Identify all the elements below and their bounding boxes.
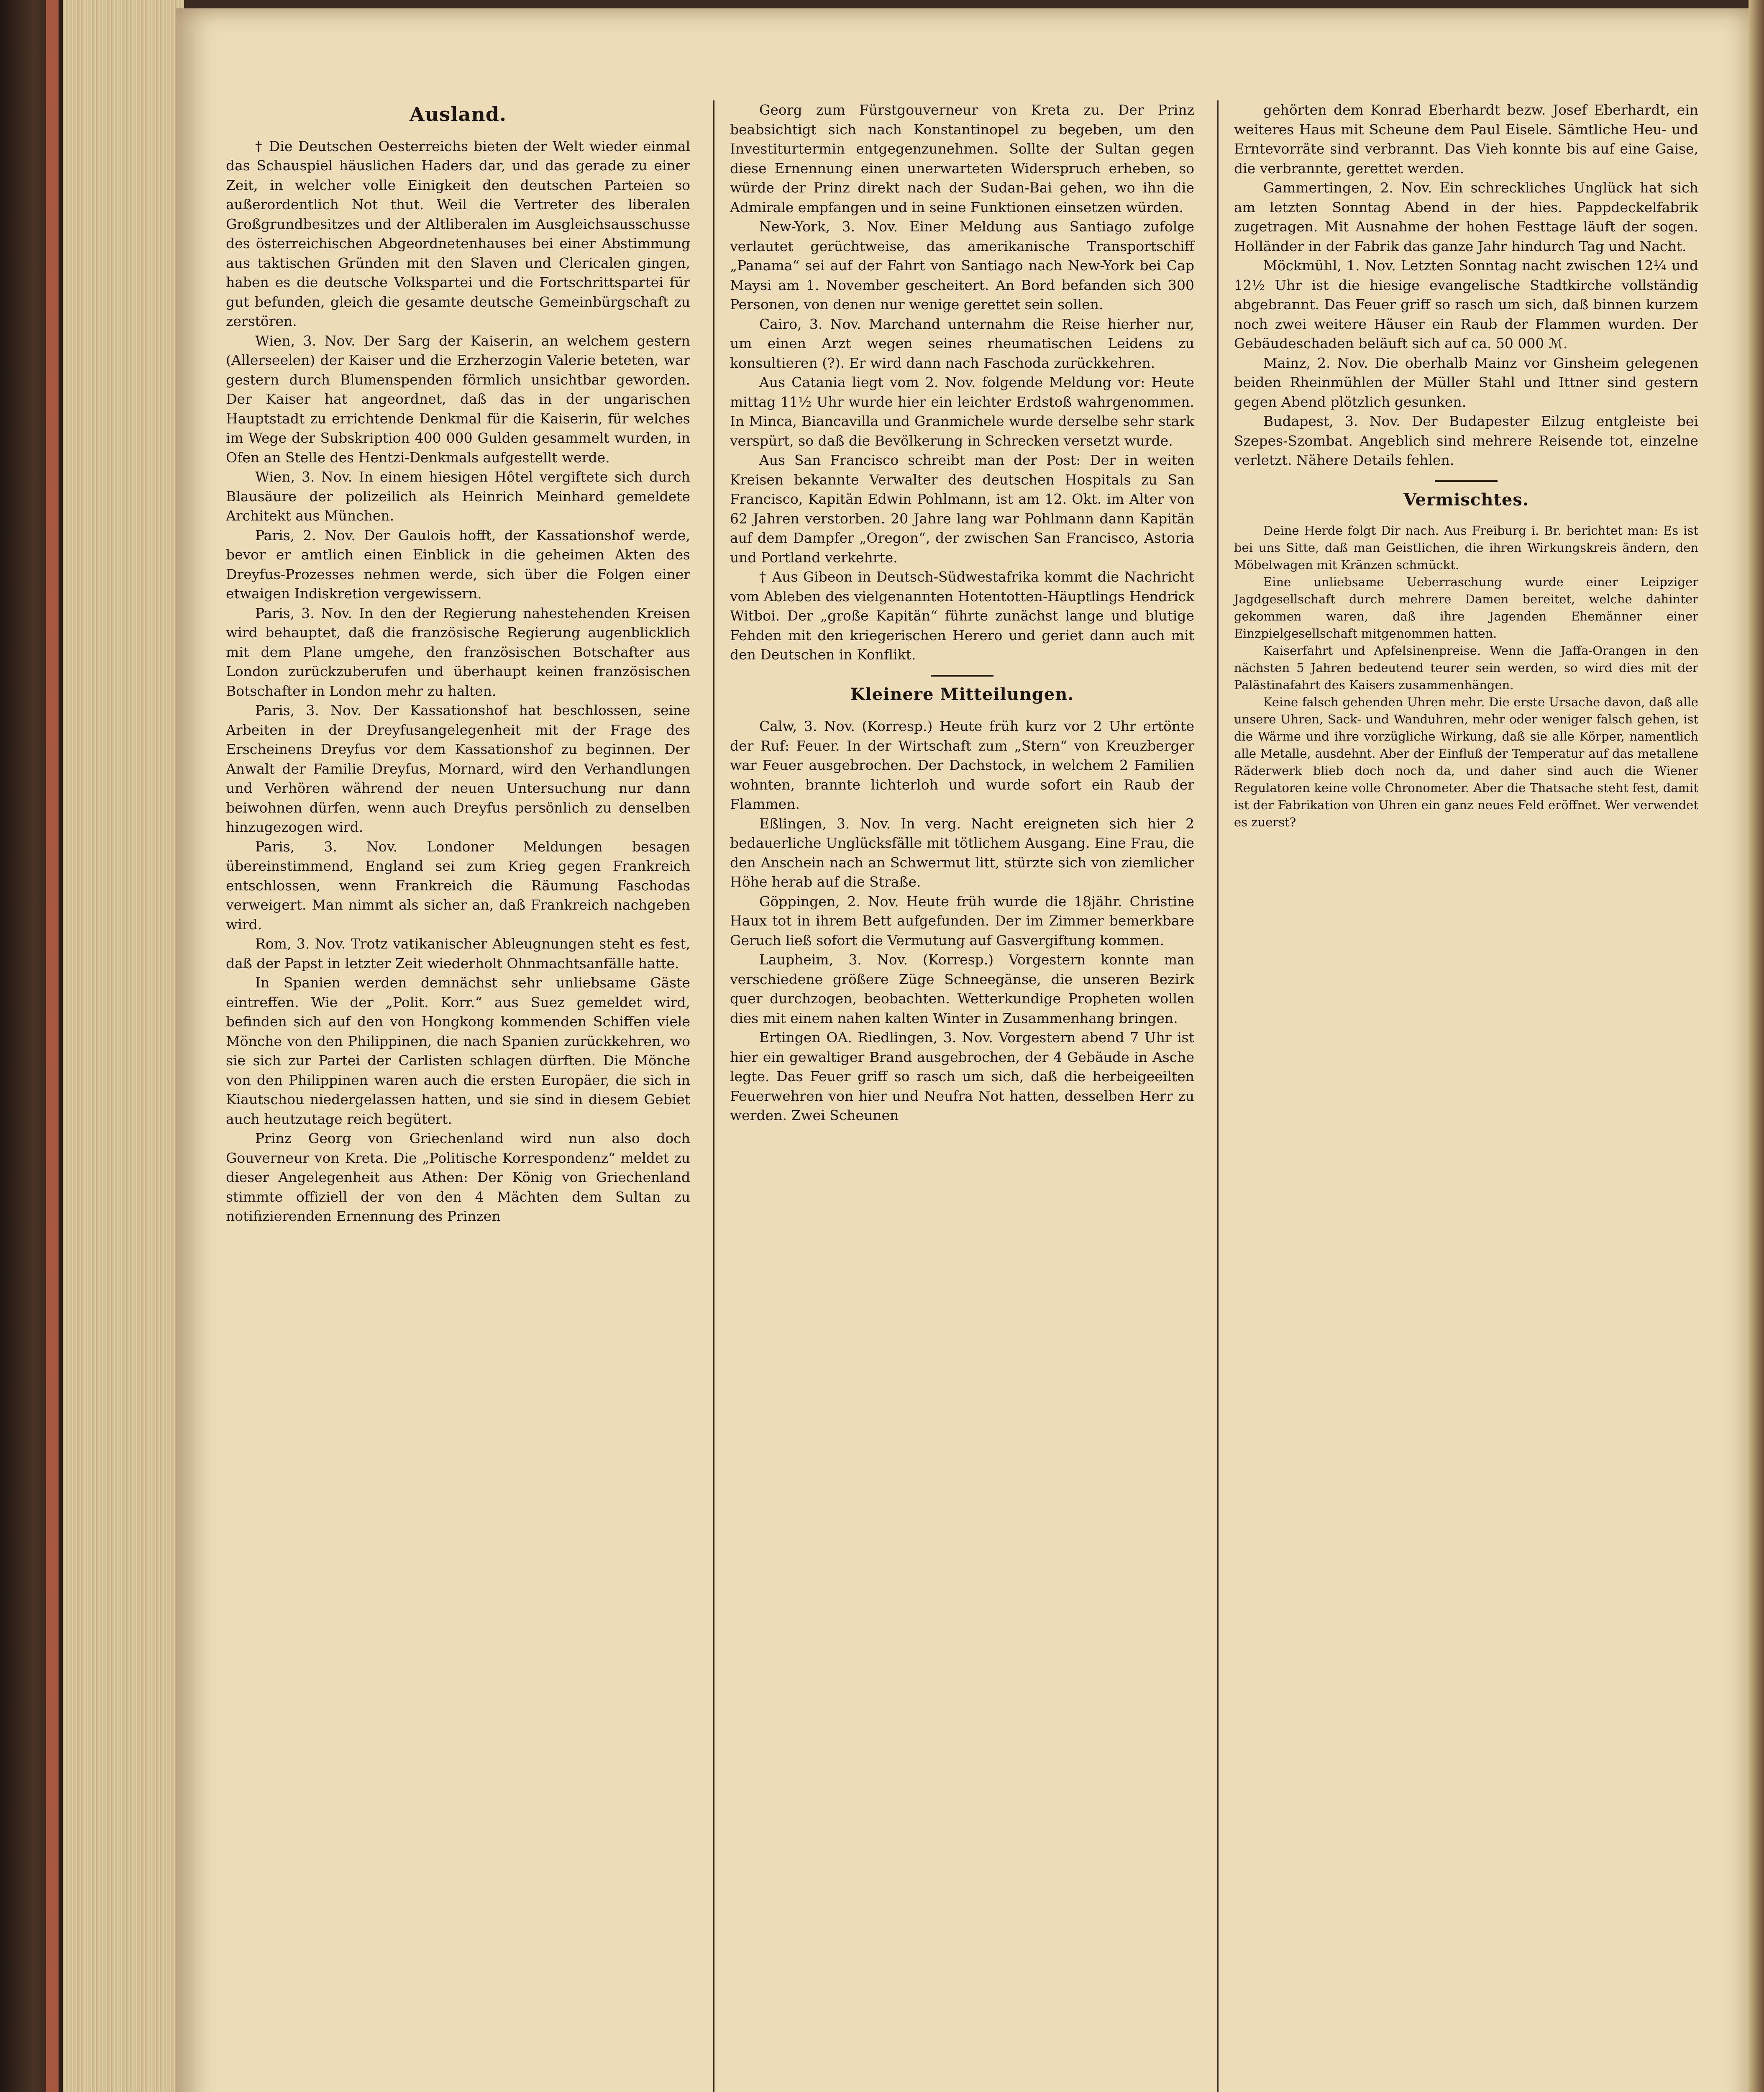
article-paragraph: Aus Catania liegt vom 2. Nov. folgende Meldung vor: Heute mittag 11½ Uhr wurde hier ein leichter Erdstoß wahrgenommen. In Minca, Biancavilla und Granmichele wurde derselbe sehr stark verspürt, so daß die Bevölkerung in Schrecken versetzt wurde.	[730, 374, 1194, 449]
article-paragraph: † Aus Gibeon in Deutsch-Südwestafrika kommt die Nachricht vom Ableben des vielgenannten Hotentotten-Häuptlings Hendrick Witboi. Der „große Kapitän“ führte zunächst lange und blutige Fehden mit den kriegerischen Herero und geriet dann auch mit den Deutschen in Konflikt.	[730, 569, 1194, 663]
article-paragraph: Keine falsch gehenden Uhren mehr. Die erste Ursache davon, daß alle unsere Uhren, Sack- und Wanduhren, mehr oder weniger falsch gehen, ist die Wärme und ihre vorzügliche Wirkung, daß sie alle Körper, namentlich alle Metalle, ausdehnt. Aber der Einfluß der Temperatur auf das metallene Räderwerk blieb doch noch da, und daher sind auch die Wiener Regulatoren keine volle Chronometer. Aber die Thatsache steht fest, damit ist der Fabrikation von Uhren ein ganz neues Feld eröffnet. Wer verwendet es zuerst?	[1234, 695, 1698, 829]
column-1-paragraphs	[226, 137, 690, 1226]
article-paragraph: † Die Deutschen Oesterreichs bieten der Welt wieder einmal das Schauspiel häuslichen Haders dar, und das gerade zu einer Zeit, in welcher volle Einigkeit den deutschen Parteien so außerordentlich Not thut. Weil die Vertreter des liberalen Großgrundbesitzes und der Altliberalen im Ausgleichsausschusse des österreichischen Abgeordnetenhauses bei einer Abstimmung aus taktischen Gründen mit den Slaven und Clericalen gingen, haben es die deutsche Volkspartei und die Fortschrittspartei für gut befunden, gleich die gesamte deutsche Gemeinbürgschaft zu zerstören.	[226, 138, 690, 329]
right-page-edge	[1749, 0, 1764, 2092]
article-paragraph: Georg zum Fürstgouverneur von Kreta zu. Der Prinz beabsichtigt sich nach Konstantinopel zu begeben, um den Investiturtermin entgegenzunehmen. Sollte der Sultan gegen diese Ernennung einen unerwarteten Widerspruch erheben, so würde der Prinz direkt nach der Sudan-Bai gehen, wo ihn die Admirale empfangen und in seine Funktionen einsetzen würden.	[730, 102, 1194, 215]
column-divider-1	[713, 100, 714, 2092]
article-paragraph: Kaiserfahrt und Apfelsinenpreise. Wenn die Jaffa-Orangen in den nächsten 5 Jahren bedeutend teurer sein werden, so wird dies mit der Palästinafahrt des Kaisers zusammenhängen.	[1234, 643, 1698, 692]
column-3-vermischtes-paragraphs	[1234, 522, 1698, 831]
column-2-paragraphs	[730, 100, 1194, 665]
article-paragraph: Gammertingen, 2. Nov. Ein schreckliches Unglück hat sich am letzten Sonntag Abend in der hies. Pappdeckelfabrik zugetragen. Mit Ausnahme der hohen Festtage läuft der sogen. Holländer in der Fabrik das ganze Jahr hindurch Tag und Nacht.	[1234, 179, 1698, 254]
article-paragraph: Göppingen, 2. Nov. Heute früh wurde die 18jähr. Christine Haux tot in ihrem Bett aufgefunden. Der im Zimmer bemerkbare Geruch ließ sofort die Vermutung auf Gasvergiftung kommen.	[730, 893, 1194, 949]
column-2-kleinere-paragraphs	[730, 717, 1194, 1125]
column-divider-2	[1217, 100, 1219, 2092]
article-paragraph: New-York, 3. Nov. Einer Meldung aus Santiago zufolge verlautet gerüchtweise, das amerikanische Transportschiff „Panama“ sei auf der Fahrt von Santiago nach New-York bei Cap Maysi am 1. November gescheitert. An Bord befanden sich 300 Personen, von denen nur wenige gerettet sein sollen.	[730, 218, 1194, 313]
article-paragraph: Calw, 3. Nov. (Korresp.) Heute früh kurz vor 2 Uhr ertönte der Ruf: Feuer. In der Wirtschaft zum „Stern“ von Kreuzberger war Feuer ausgebrochen. Der Dachstock, in welchem 2 Familien wohnten, brannte lichterloh und wurde sofort ein Raub der Flammen.	[730, 718, 1194, 812]
article-paragraph: Paris, 3. Nov. In den der Regierung nahestehenden Kreisen wird behauptet, daß die französische Regierung augenblicklich mit dem Plane umgehe, den französischen Botschafter aus London zurückzuberufen und überhaupt keinen französischen Botschafter in London mehr zu halten.	[226, 605, 690, 699]
article-paragraph: Ertingen OA. Riedlingen, 3. Nov. Vorgestern abend 7 Uhr ist hier ein gewaltiger Brand ausgebrochen, der 4 Gebäude in Asche legte. Das Feuer griff so rasch um sich, daß die herbeigeeilten Feuerwehren von hier und Neufra Not hatten, desselben Herr zu werden. Zwei Scheunen	[730, 1029, 1194, 1123]
column-3-paragraphs	[1234, 100, 1698, 470]
section-rule	[931, 675, 993, 677]
article-paragraph: Eine unliebsame Ueberraschung wurde einer Leipziger Jagdgesellschaft durch mehrere Damen bereitet, welche dahinter gekommen waren, daß ihre Jagenden Ehemänner einer Einzpielgesellschaft mitgenommen hatten.	[1234, 575, 1698, 641]
heading-kleinere-mitteilungen: Kleinere Mitteilungen.	[850, 684, 1074, 704]
column-1	[226, 100, 690, 1226]
heading-ausland: Ausland.	[410, 103, 507, 126]
section-rule-2	[1435, 480, 1498, 482]
article-paragraph: Paris, 3. Nov. Der Kassationshof hat beschlossen, seine Arbeiten in der Dreyfusangelegenheit mit der Frage des Erscheinens Dreyfus vor dem Kassationshof zu beginnen. Der Anwalt der Familie Dreyfus, Mornard, wird den Verhandlungen und Verhören während der neuen Untersuchung nur dann beiwohnen dürfen, wenn auch Dreyfus persönlich zu denselben hinzugezogen wird.	[226, 702, 690, 835]
article-paragraph: In Spanien werden demnächst sehr unliebsame Gäste eintreffen. Wie der „Polit. Korr.“ aus Suez gemeldet wird, befinden sich auf den von Hongkong kommenden Schiffen viele Mönche von den Philippinen, die nach Spanien zurückkehren, wo sie sich zur Partei der Carlisten schlagen dürften. Die Mönche von den Philippinen waren auch die ersten Europäer, die sich in Kiautschou niedergelassen hatten, und sie sind in diesem Gebiet auch heutzutage reich begütert.	[226, 974, 690, 1127]
article-paragraph: Paris, 2. Nov. Der Gaulois hofft, der Kassationshof werde, bevor er amtlich einen Einblick in die geheimen Akten des Dreyfus-Prozesses nehmen werde, sich über die Folgen einer etwaigen Indiskretion vergewissern.	[226, 527, 690, 602]
article-paragraph: Wien, 3. Nov. In einem hiesigen Hôtel vergiftete sich durch Blausäure der polizeilich als Heinrich Meinhard gemeldete Architekt aus München.	[226, 469, 690, 524]
article-paragraph: Eßlingen, 3. Nov. In verg. Nacht ereigneten sich hier 2 bedauerliche Unglücksfälle mit tötlichem Ausgang. Eine Frau, die den Anschein nach an Schwermut litt, stürzte sich von ziemlicher Höhe herab auf die Straße.	[730, 815, 1194, 890]
article-paragraph: Prinz Georg von Griechenland wird nun also doch Gouverneur von Kreta. Die „Politische Korrespondenz“ meldet zu dieser Angelegenheit aus Athen: Der König von Griechenland stimmte offiziell der von den 4 Mächten dem Sultan zu notifizierenden Ernennung des Prinzen	[226, 1130, 690, 1224]
article-paragraph: Laupheim, 3. Nov. (Korresp.) Vorgestern konnte man verschiedene größere Züge Schneegänse, die unseren Bezirk quer durchzogen, beobachten. Wetterkundige Propheten wollen dies mit einem nahen kalten Winter in Zusammenhang bringen.	[730, 951, 1194, 1026]
article-paragraph: Deine Herde folgt Dir nach. Aus Freiburg i. Br. berichtet man: Es ist bei uns Sitte, daß man Geistlichen, die ihren Wirkungskreis ändern, den Möbelwagen mit Kränzen schmückt.	[1234, 523, 1698, 572]
article-paragraph: Rom, 3. Nov. Trotz vatikanischer Ableugnungen steht es fest, daß der Papst in letzter Zeit wiederholt Ohnmachtsanfälle hatte.	[226, 936, 690, 972]
article-paragraph: Budapest, 3. Nov. Der Budapester Eilzug entgleiste bei Szepes-Szombat. Angeblich sind mehrere Reisende tot, einzelne verletzt. Nähere Details fehlen.	[1234, 413, 1698, 468]
article-paragraph: gehörten dem Konrad Eberhardt bezw. Josef Eberhardt, ein weiteres Haus mit Scheune dem Paul Eisele. Sämtliche Heu- und Erntevorräte sind verbrannt. Das Vieh konnte bis auf eine Gaise, die verbrannte, gerettet werden.	[1234, 102, 1698, 177]
article-paragraph: Cairo, 3. Nov. Marchand unternahm die Reise hierher nur, um einen Arzt wegen seines rheumatischen Leidens zu konsultieren (?). Er wird dann nach Faschoda zurückkehren.	[730, 315, 1194, 371]
heading-vermischtes: Vermischtes.	[1403, 490, 1529, 510]
article-paragraph: Paris, 3. Nov. Londoner Meldungen besagen übereinstimmend, England sei zum Krieg gegen Frankreich entschlossen, wenn Frankreich die Räumung Faschodas verweigert. Man nimmt als sicher an, daß Frankreich nachgeben wird.	[226, 838, 690, 933]
article-paragraph: Wien, 3. Nov. Der Sarg der Kaiserin, an welchem gestern (Allerseelen) der Kaiser und die Erzherzogin Valerie beteten, war gestern durch Blumenspenden förmlich unsichtbar geworden. Der Kaiser hat angeordnet, daß das in der ungarischen Hauptstadt zu errichtende Denkmal für die Kaiserin, für welches im Wege der Subskription 400 000 Gulden gesammelt wurden, in Ofen an Stelle des Hentzi-Denkmals aufgestellt werde.	[226, 332, 690, 466]
article-paragraph: Möckmühl, 1. Nov. Letzten Sonntag nacht zwischen 12¼ und 12½ Uhr ist die hiesige evangelische Stadtkirche vollständig abgebrannt. Das Feuer griff so rasch um sich, daß binnen kurzem noch zwei weitere Häuser ein Raub der Flammen wurden. Der Gebäudeschaden beläuft sich auf ca. 50 000 ℳ.	[1234, 257, 1698, 351]
article-paragraph: Aus San Francisco schreibt man der Post: Der in weiten Kreisen bekannte Verwalter des deutschen Hospitals zu San Francisco, Kapitän Edwin Pohlmann, ist am 12. Okt. im Alter von 62 Jahren verstorben. 20 Jahre lang war Pohlmann dann Kapitän auf dem Dampfer „Oregon“, der zwischen San Francisco, Astoria und Portland verkehrte.	[730, 452, 1194, 566]
binding-cloth-strip	[46, 0, 59, 2092]
column-2	[730, 100, 1194, 1125]
column-3	[1234, 100, 1698, 831]
page-stack-edge	[63, 0, 184, 2092]
article-paragraph: Mainz, 2. Nov. Die oberhalb Mainz vor Ginsheim gelegenen beiden Rheinmühlen der Müller Stahl und Ittner sind gestern gegen Abend plötzlich gesunken.	[1234, 354, 1698, 410]
